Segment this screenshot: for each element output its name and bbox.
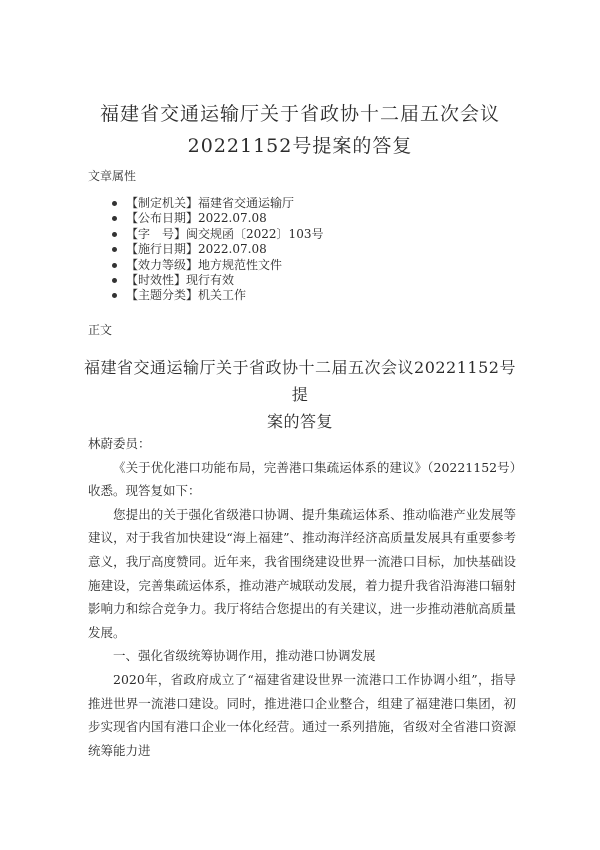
attributes-label: 文章属性 xyxy=(88,169,137,183)
document-title-line-2: 20221152号提案的答复 xyxy=(187,135,413,157)
attribute-item xyxy=(112,196,323,211)
section-heading: 一、强化省级统筹协调作用，推动港口协调发展 xyxy=(113,648,376,664)
bullet-icon xyxy=(112,263,117,268)
attribute-value: 2022.07.08 xyxy=(198,211,267,226)
bullet-icon xyxy=(112,293,117,298)
body-title-line-2: 案的答复 xyxy=(266,412,333,431)
bullet-icon xyxy=(112,201,117,206)
attribute-key: 【公布日期】 xyxy=(126,211,199,226)
attribute-item xyxy=(112,242,323,257)
attribute-value: 机关工作 xyxy=(198,288,247,303)
attribute-key: 【效力等级】 xyxy=(126,257,199,272)
attribute-value: 地方规范性文件 xyxy=(198,257,283,272)
body-title-line-1: 福建省交通运输厅关于省政协十二届五次会议20221152号提 xyxy=(84,358,516,404)
attribute-key: 【制定机关】 xyxy=(126,196,199,210)
salutation: 林蔚委员： xyxy=(88,436,151,451)
body-title xyxy=(80,354,520,435)
attribute-key: 【施行日期】 xyxy=(126,242,199,257)
attribute-key: 【字 号】 xyxy=(126,226,187,241)
letter-body xyxy=(88,432,516,762)
body-label: 正文 xyxy=(88,323,113,337)
document-title xyxy=(40,98,560,162)
attribute-item xyxy=(112,288,323,303)
attribute-key: 【时效性】 xyxy=(126,273,187,288)
attribute-item xyxy=(112,273,323,288)
bullet-icon xyxy=(112,247,117,252)
paragraph-section-1: 2020年，省政府成立了“福建省建设世界一流港口工作协调小组”，指导推进世界一流港口建设。同时，推进港口企业整合，组建了福建港口集团，初步实现省内国有港口企业一体化经营。通过一系列措施，省级对全省港口资源统筹能力进 xyxy=(88,671,516,758)
attribute-value: 闽交规函〔2022〕103号 xyxy=(186,226,324,241)
attribute-value: 2022.07.08 xyxy=(198,242,267,257)
document-title-line-1: 福建省交通运输厅关于省政协十二届五次会议 xyxy=(99,103,500,125)
paragraph-acknowledgement: 《关于优化港口功能布局，完善港口集疏运体系的建议》（20221152号）收悉。现答复如下： xyxy=(88,459,516,499)
attribute-value: 现行有效 xyxy=(186,273,235,288)
bullet-icon xyxy=(112,216,117,221)
attributes-list xyxy=(112,196,323,304)
attribute-value: 福建省交通运输厅 xyxy=(198,196,295,210)
bullet-icon xyxy=(112,232,117,237)
attribute-key: 【主题分类】 xyxy=(126,288,199,303)
paragraph-response: 您提出的关于强化省级港口协调、提升集疏运体系、推动临港产业发展等建议，对于我省加快建设“海上福建”、推动海洋经济高质量发展具有重要参考意义，我厅高度赞同。近年来，我省围绕建设世界一流港口目标，加快基础设施建设，完善集疏运体系，推动港产城联动发展，着力提升我省沿海港口辐射影响力和综合竞争力。我厅将结合您提出的有关建议，进一步推动港航高质量发展。 xyxy=(88,506,516,640)
attribute-item xyxy=(112,258,323,273)
attribute-item xyxy=(112,227,323,242)
bullet-icon xyxy=(112,278,117,283)
attribute-item xyxy=(112,211,323,226)
